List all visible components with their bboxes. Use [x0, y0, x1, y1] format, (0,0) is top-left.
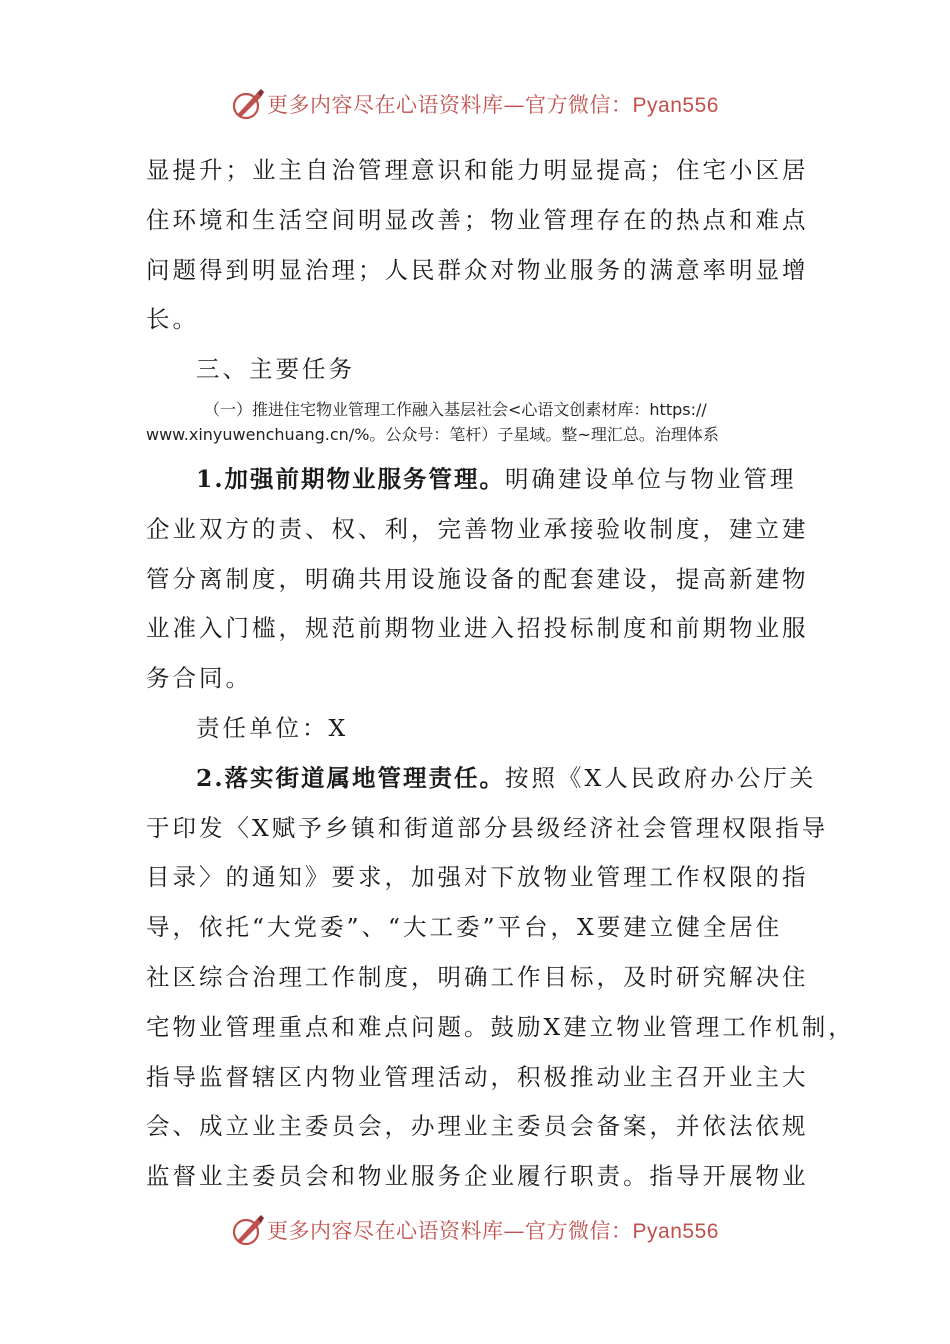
body-line: 显提升；业主自治管理意识和能力明显提高；住宅小区居 — [146, 156, 809, 184]
responsible-unit: 责任单位：X — [196, 713, 349, 742]
footer-wechat-id: Pyan556 — [632, 1220, 719, 1243]
sub-heading-line: www.xinyuwenchuang.cn/%。公众号：笔杆）子星域。整~理汇总。治理体系 — [146, 424, 719, 444]
header-banner-text: 更多内容尽在心语资料库—官方微信：Pyan556 — [267, 93, 719, 117]
body-line: 导，依托“大党委”、“大工委”平台，X要建立健全居住 — [146, 913, 783, 942]
item2-title: 2.落实街道属地管理责任。 — [196, 763, 506, 792]
body-line: 监督业主委员会和物业服务企业履行职责。指导开展物业 — [146, 1162, 809, 1191]
body-line: 管分离制度，明确共用设施设备的配套建设，提高新建物 — [146, 564, 809, 593]
pen-logo-icon — [231, 87, 265, 121]
body-line: 宅物业管理重点和难点问题。鼓励X建立物业管理工作机制， — [146, 1012, 855, 1041]
sub-heading-line: （一）推进住宅物业管理工作融入基层社会<心语文创素材库：https:// — [204, 399, 707, 419]
body-line: 按照《X人民政府办公厅关 — [505, 763, 817, 792]
body-line: 企业双方的责、权、利，完善物业承接验收制度，建立建 — [146, 514, 809, 543]
body-line: 务合同。 — [146, 664, 252, 693]
footer-banner — [0, 1210, 950, 1250]
item1-first-line — [146, 455, 826, 505]
header-wechat-id: Pyan556 — [632, 94, 719, 117]
footer-banner-text: 更多内容尽在心语资料库—官方微信：Pyan556 — [267, 1219, 719, 1243]
body-line: 社区综合治理工作制度，明确工作目标，及时研究解决住 — [146, 962, 809, 991]
item1-title: 1.加强前期物业服务管理。 — [196, 464, 506, 493]
body-line: 住环境和生活空间明显改善；物业管理存在的热点和难点 — [146, 205, 809, 234]
body-line: 业准入门槛，规范前期物业进入招投标制度和前期物业服 — [146, 614, 809, 643]
item2-first-line — [146, 754, 826, 804]
document-body — [146, 146, 855, 1202]
section-heading: 三、主要任务 — [196, 355, 355, 384]
body-line: 明确建设单位与物业管理 — [505, 464, 797, 493]
header-banner — [0, 84, 950, 124]
body-line: 问题得到明显治理；人民群众对物业服务的满意率明显增 — [146, 255, 809, 284]
body-line: 会、成立业主委员会，办理业主委员会备案，并依法依规 — [146, 1112, 809, 1141]
body-line: 指导监督辖区内物业管理活动，积极推动业主召开业主大 — [146, 1062, 809, 1091]
body-line: 目录〉的通知》要求，加强对下放物业管理工作权限的指 — [146, 863, 809, 892]
body-line: 长。 — [146, 305, 199, 334]
pen-logo-icon — [231, 1213, 265, 1247]
body-line: 于印发〈X赋予乡镇和街道部分县级经济社会管理权限指导 — [146, 813, 829, 842]
